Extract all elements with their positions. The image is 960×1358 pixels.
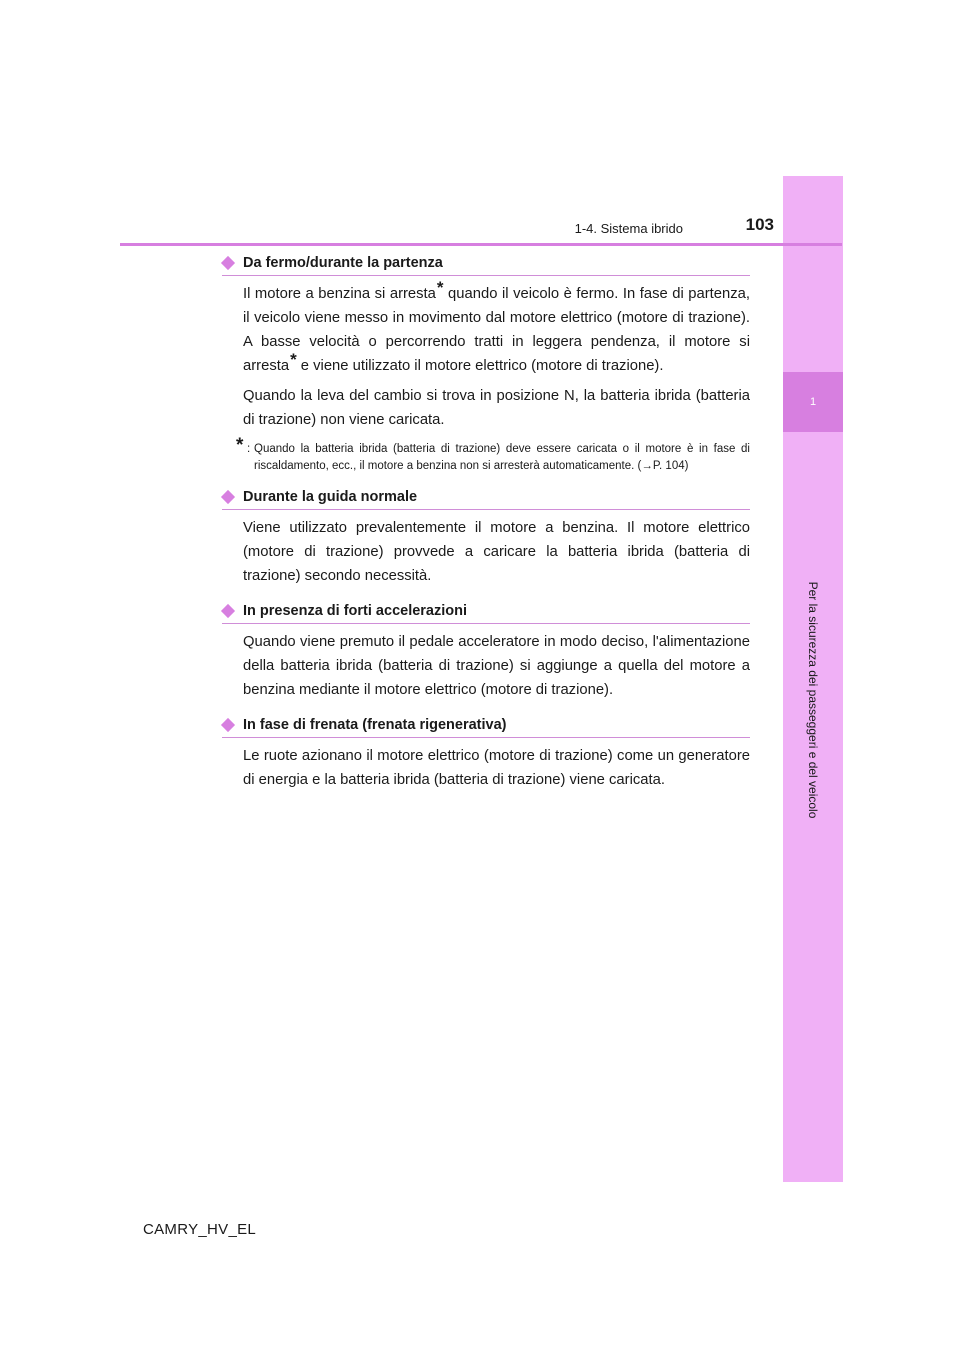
page-number: 103 — [745, 215, 774, 234]
footnote-asterisk: * — [236, 435, 244, 456]
paragraph — [243, 278, 750, 378]
paragraph-text: e viene utilizzato il motore elettrico (motore di trazione). — [296, 358, 664, 374]
paragraph-text: Il motore a benzina si arresta — [243, 286, 436, 302]
paragraph: Quando la leva del cambio si trova in posizione N, la batteria ibrida (batteria di trazione) non viene caricata. — [243, 388, 750, 428]
document-code: CAMRY_HV_EL — [143, 1221, 257, 1238]
header-rule — [120, 243, 842, 246]
asterisk-mark: * — [290, 350, 297, 369]
section-heading-acceleration — [222, 601, 750, 624]
section-heading-normal-driving — [222, 487, 750, 510]
footnote-text: Quando la batteria ibrida (batteria di trazione) deve essere caricata o il motore è in fase di riscaldamento, ecc., il motore a benzina non si arresterà automaticamente. (→P. 104) — [254, 443, 750, 472]
footnote-colon: : — [247, 443, 251, 455]
heading-text: Da fermo/durante la partenza — [243, 255, 443, 271]
paragraph: Viene utilizzato prevalentemente il motore a benzina. Il motore elettrico (motore di trazione) provvede a caricare la batteria ibrida (batteria di trazione) secondo necessità. — [243, 520, 750, 584]
page-content — [222, 253, 750, 792]
paragraph: Le ruote azionano il motore elettrico (motore di trazione) come un generatore di energia e la batteria ibrida (batteria di trazione) viene caricata. — [243, 748, 750, 788]
section-label: 1-4. Sistema ibrido — [574, 221, 683, 236]
paragraph-text: quando il veicolo è fermo. In fase di partenza, il veicolo viene messo in movimento dal motore elettrico (motore di trazione). A basse velocità o percorrendo tratti in leggera pendenza, il motore si arresta — [243, 286, 750, 374]
heading-text: Durante la guida normale — [243, 489, 418, 505]
paragraph: Quando viene premuto il pedale acceleratore in modo deciso, l'alimentazione della batteria ibrida (batteria di trazione) si aggiunge a quella del motore a benzina mediante il motore elettrico (motore di trazione). — [243, 634, 750, 698]
section-heading-regenerative-braking — [222, 715, 750, 738]
chapter-number: 1 — [809, 396, 817, 408]
chapter-title: Per la sicurezza dei passeggeri e del veicolo — [806, 581, 820, 819]
diamond-bullet-icon — [221, 718, 235, 732]
diamond-bullet-icon — [221, 256, 235, 270]
section-heading-stationary — [222, 253, 750, 276]
heading-text: In fase di frenata (frenata rigenerativa) — [243, 717, 507, 733]
chapter-number-tab[interactable] — [783, 372, 843, 432]
asterisk-mark: * — [436, 278, 444, 297]
diamond-bullet-icon — [221, 604, 235, 618]
heading-text: In presenza di forti accelerazioni — [243, 603, 468, 619]
diamond-bullet-icon — [221, 490, 235, 504]
footnote — [236, 435, 750, 475]
